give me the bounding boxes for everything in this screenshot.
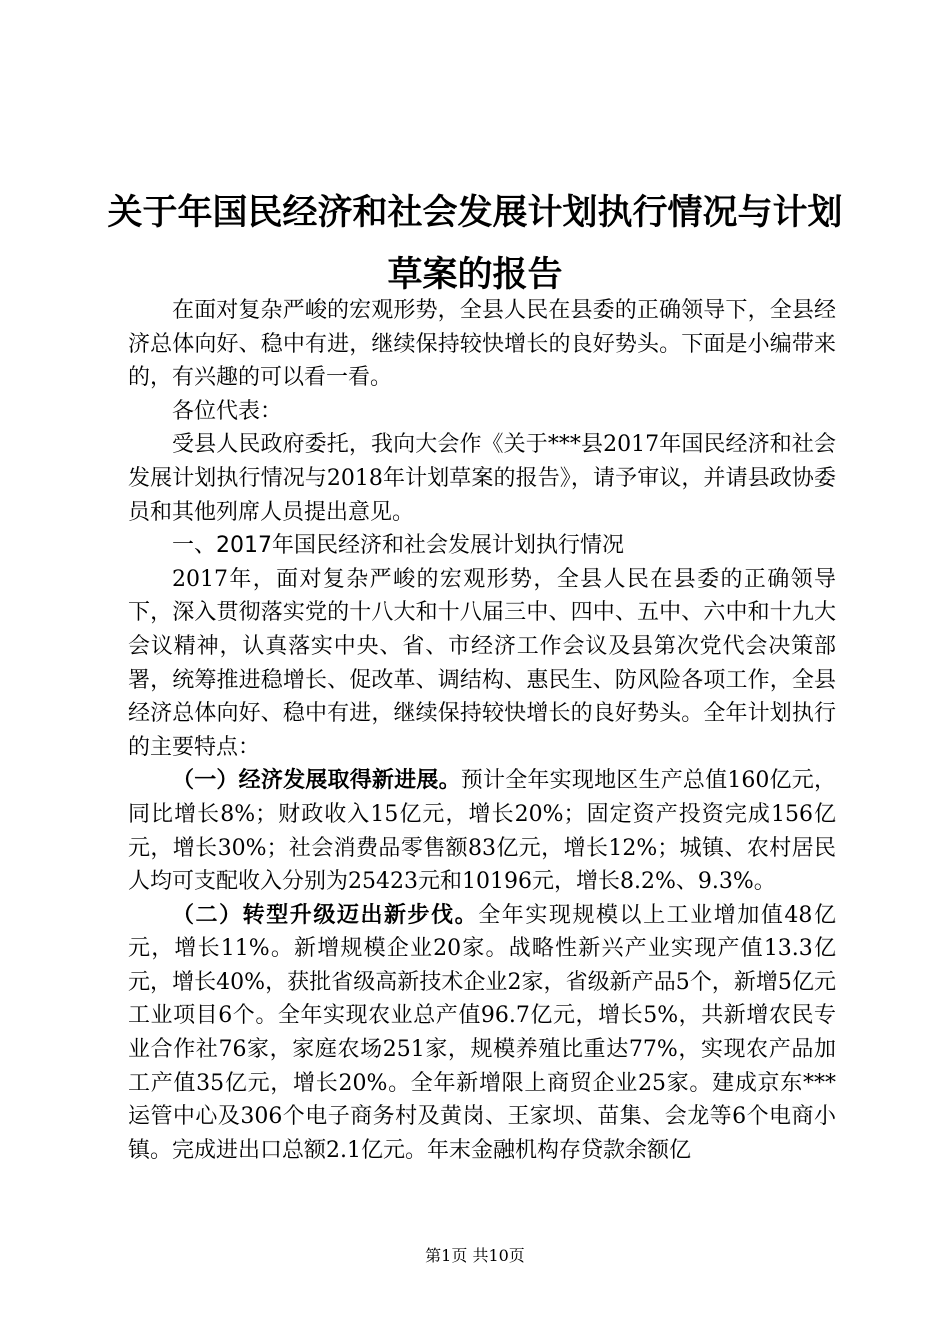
point-2-lead: （二）转型升级迈出新步伐。 xyxy=(172,902,479,928)
point-1-paragraph xyxy=(128,764,836,898)
point-1-lead: （一）经济发展取得新进展。 xyxy=(172,768,461,794)
page-footer: 第1页 共10页 xyxy=(425,1246,525,1265)
point-1-text: 预计全年实现地区生产总值160亿元，同比增长8%；财政收入15亿元，增长20%；固定资产投资完成156亿元，增长30%；社会消费品零售额83亿元，增长12%；城镇、农村居民人均可支配收入分别为25423元和10196元，增长8.2%、9.3%。 xyxy=(128,768,836,895)
point-2-text: 全年实现规模以上工业增加值48亿元，增长11%。新增规模企业20家。战略性新兴产业实现产值13.3亿元，增长40%，获批省级高新技术企业2家，省级新产品5个，新增5亿元工业项目6个。全年实现农业总产值96.7亿元，增长5%，共新增农民专业合作社76家，家庭农场251家，规模养殖比重达77%，实现农产品加工产值35亿元，增长20%。全年新增限上商贸企业25家。建成京东***运管中心及306个电子商务村及黄岗、王家坝、苗集、会龙等6个电商小镇。完成进出口总额2.1亿元。年末金融机构存贷款余额亿 xyxy=(128,902,836,1163)
point-2-paragraph xyxy=(128,899,836,1168)
document-title: 关于年国民经济和社会发展计划执行情况与计划草案的报告 xyxy=(107,193,843,295)
salutation: 各位代表： xyxy=(172,398,283,424)
intro-paragraph: 在面对复杂严峻的宏观形势，全县人民在县委的正确领导下，全县经济总体向好、稳中有进，继续保持较快增长的良好势头。下面是小编带来的，有兴趣的可以看一看。 xyxy=(128,298,836,391)
overview-paragraph: 2017年，面对复杂严峻的宏观形势，全县人民在县委的正确领导下，深入贯彻落实党的十八大和十八届三中、四中、五中、六中和十九大会议精神，认真落实中央、省、市经济工作会议及县第次党代会决策部署，统筹推进稳增长、促改革、调结构、惠民生、防风险各项工作，全县经济总体向好、稳中有进，继续保持较快增长的良好势头。全年计划执行的主要特点： xyxy=(128,566,836,760)
commission-paragraph: 受县人民政府委托，我向大会作《关于***县2017年国民经济和社会发展计划执行情况与2018年计划草案的报告》，请予审议，并请县政协委员和其他列席人员提出意见。 xyxy=(128,432,836,525)
document-body xyxy=(128,294,836,1167)
section-heading: 一、2017年国民经济和社会发展计划执行情况 xyxy=(172,533,624,559)
